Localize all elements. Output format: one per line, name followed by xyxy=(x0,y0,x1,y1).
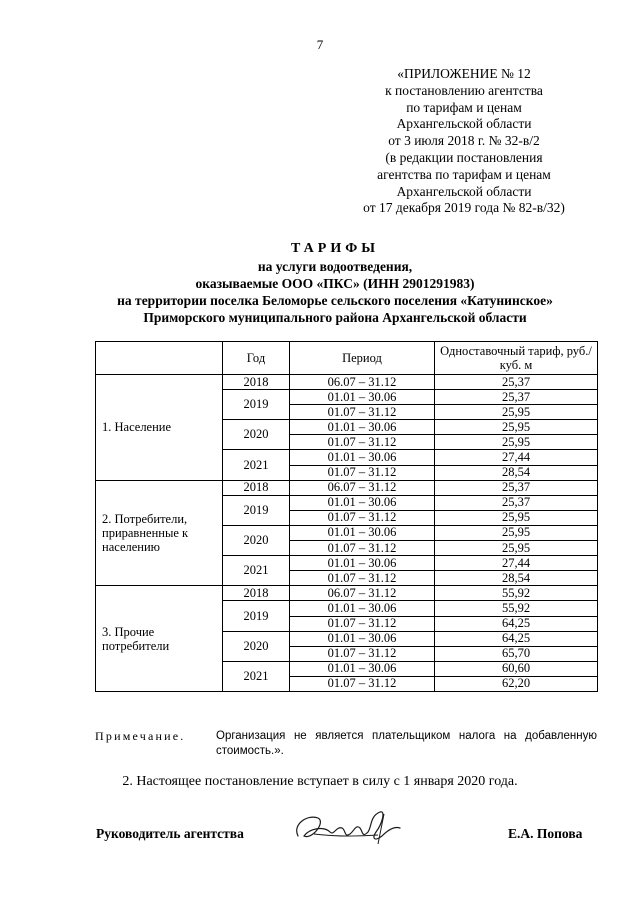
appendix-line: Архангельской области xyxy=(396,116,532,132)
period-cell: 01.07 – 31.12 xyxy=(290,616,435,631)
header-tariff: Одноставочный тариф, руб./куб. м xyxy=(435,342,598,375)
period-cell: 01.01 – 30.06 xyxy=(290,390,435,405)
tariff-cell: 25,95 xyxy=(435,435,598,450)
period-cell: 06.07 – 31.12 xyxy=(290,375,435,390)
note-label: Примечание. xyxy=(95,729,186,743)
year-cell: 2019 xyxy=(223,601,290,631)
title-line: Приморского муниципального района Архангельской области xyxy=(143,310,527,325)
tariff-cell: 60,60 xyxy=(435,661,598,676)
period-cell: 01.07 – 31.12 xyxy=(290,435,435,450)
note-text: Организация не является плательщиком налога на добавленную стоимость.». xyxy=(216,730,597,757)
page-number: 7 xyxy=(316,37,324,52)
header-year: Год xyxy=(223,342,290,375)
header-period: Период xyxy=(290,342,435,375)
title-main: ТАРИФЫ xyxy=(291,241,379,256)
period-cell: 01.07 – 31.12 xyxy=(290,646,435,661)
title-line: оказываемые ООО «ПКС» (ИНН 2901291983) xyxy=(195,276,475,291)
period-cell: 06.07 – 31.12 xyxy=(290,480,435,495)
signatory-role: Руководитель агентства xyxy=(96,826,244,841)
period-cell: 01.01 – 30.06 xyxy=(290,556,435,571)
period-cell: 01.01 – 30.06 xyxy=(290,495,435,510)
tariff-cell: 55,92 xyxy=(435,601,598,616)
appendix-line: (в редакции постановления xyxy=(385,149,543,165)
appendix-block xyxy=(340,66,588,217)
table-header-row xyxy=(96,342,598,375)
tariff-cell: 55,92 xyxy=(435,586,598,601)
effective-date-clause: 2. Настоящее постановление вступает в силу с 1 января 2020 года. xyxy=(122,774,518,789)
tariff-cell: 65,70 xyxy=(435,646,598,661)
year-cell: 2021 xyxy=(223,661,290,691)
tariff-cell: 25,37 xyxy=(435,495,598,510)
tariff-cell: 27,44 xyxy=(435,450,598,465)
year-cell: 2019 xyxy=(223,495,290,525)
tariff-cell: 64,25 xyxy=(435,616,598,631)
tariff-cell: 25,37 xyxy=(435,480,598,495)
appendix-line: по тарифам и ценам xyxy=(406,99,522,115)
category-cell: 1. Население xyxy=(96,375,223,481)
period-cell: 01.01 – 30.06 xyxy=(290,525,435,540)
tariff-cell: 25,95 xyxy=(435,510,598,525)
category-cell: 2. Потребители, приравненные к населению xyxy=(96,480,223,586)
appendix-line: Архангельской области xyxy=(396,183,532,199)
tariff-cell: 25,37 xyxy=(435,390,598,405)
year-cell: 2021 xyxy=(223,556,290,586)
year-cell: 2018 xyxy=(223,586,290,601)
header-category xyxy=(96,342,223,375)
tariff-cell: 62,20 xyxy=(435,676,598,691)
title-line: на территории поселка Беломорье сельского поселения «Катунинское» xyxy=(117,293,553,308)
year-cell: 2020 xyxy=(223,631,290,661)
appendix-line: «ПРИЛОЖЕНИЕ № 12 xyxy=(397,66,531,81)
tariff-table xyxy=(95,341,598,692)
period-cell: 06.07 – 31.12 xyxy=(290,586,435,601)
year-cell: 2018 xyxy=(223,480,290,495)
title-line: на услуги водоотведения, xyxy=(257,259,413,274)
tariff-cell: 64,25 xyxy=(435,631,598,646)
period-cell: 01.01 – 30.06 xyxy=(290,661,435,676)
period-cell: 01.01 – 30.06 xyxy=(290,450,435,465)
year-cell: 2020 xyxy=(223,525,290,555)
table-row xyxy=(96,480,598,495)
year-cell: 2018 xyxy=(223,375,290,390)
appendix-line: агентства по тарифам и ценам xyxy=(377,166,551,182)
period-cell: 01.07 – 31.12 xyxy=(290,465,435,480)
tariff-cell: 28,54 xyxy=(435,571,598,586)
handwritten-signature xyxy=(290,806,410,848)
year-cell: 2021 xyxy=(223,450,290,480)
tariff-cell: 27,44 xyxy=(435,556,598,571)
period-cell: 01.07 – 31.12 xyxy=(290,510,435,525)
document-title xyxy=(80,240,590,326)
period-cell: 01.07 – 31.12 xyxy=(290,541,435,556)
tariff-table-body xyxy=(96,375,598,692)
period-cell: 01.01 – 30.06 xyxy=(290,631,435,646)
tariff-cell: 25,95 xyxy=(435,405,598,420)
period-cell: 01.01 – 30.06 xyxy=(290,420,435,435)
tariff-cell: 25,95 xyxy=(435,420,598,435)
tariff-cell: 25,37 xyxy=(435,375,598,390)
tariff-cell: 28,54 xyxy=(435,465,598,480)
table-row xyxy=(96,375,598,390)
period-cell: 01.01 – 30.06 xyxy=(290,601,435,616)
period-cell: 01.07 – 31.12 xyxy=(290,405,435,420)
period-cell: 01.07 – 31.12 xyxy=(290,676,435,691)
year-cell: 2020 xyxy=(223,420,290,450)
tariff-cell: 25,95 xyxy=(435,541,598,556)
appendix-line: от 17 декабря 2019 года № 82-в/32) xyxy=(363,200,565,216)
tariff-cell: 25,95 xyxy=(435,525,598,540)
signatory-name: Е.А. Попова xyxy=(508,826,583,841)
period-cell: 01.07 – 31.12 xyxy=(290,571,435,586)
appendix-line: от 3 июля 2018 г. № 32-в/2 xyxy=(388,133,540,149)
table-row xyxy=(96,586,598,601)
year-cell: 2019 xyxy=(223,390,290,420)
category-cell: 3. Прочие потребители xyxy=(96,586,223,692)
appendix-line: к постановлению агентства xyxy=(385,82,543,98)
